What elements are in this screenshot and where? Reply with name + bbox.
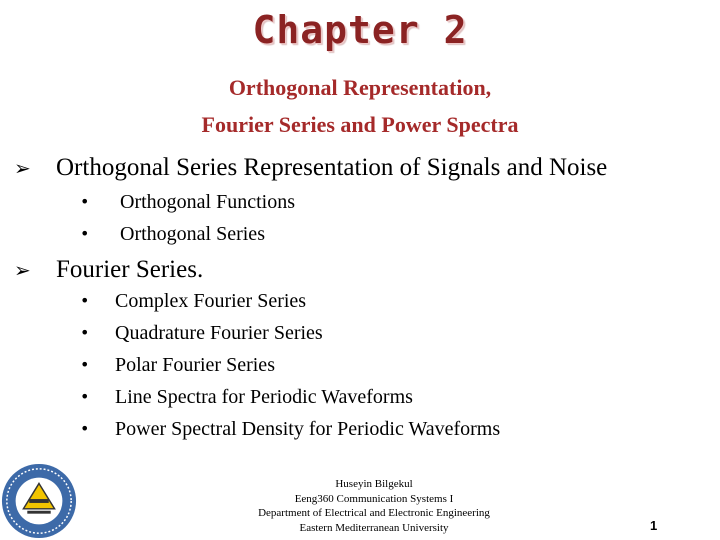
slide-subtitle-line-1: Orthogonal Representation, bbox=[228, 75, 492, 100]
footer-department: Department of Electrical and Electronic Engineering bbox=[258, 507, 490, 519]
list-item bbox=[80, 317, 500, 349]
footer-author: Huseyin Bilgekul bbox=[335, 478, 413, 490]
section-1-list bbox=[80, 186, 295, 250]
list-item-text: Complex Fourier Series bbox=[115, 290, 307, 312]
list-item bbox=[80, 381, 500, 413]
section-1-heading-text: Orthogonal Series Representation of Signals and Noise bbox=[56, 154, 608, 181]
arrow-bullet-icon: ➢ bbox=[14, 156, 31, 180]
list-item-text: Orthogonal Functions bbox=[120, 191, 295, 213]
section-2-heading-text: Fourier Series. bbox=[56, 256, 204, 283]
list-item-text: Power Spectral Density for Periodic Waveforms bbox=[115, 418, 501, 440]
list-item bbox=[80, 285, 500, 317]
university-logo-icon bbox=[0, 462, 78, 540]
arrow-bullet-icon: ➢ bbox=[14, 258, 31, 282]
dot-bullet-icon: • bbox=[80, 192, 90, 211]
footer-university: Eastern Mediterranean University bbox=[299, 521, 449, 534]
dot-bullet-icon: • bbox=[80, 291, 90, 310]
dot-bullet-icon: • bbox=[80, 355, 90, 374]
slide-subtitle-line-2: Fourier Series and Power Spectra bbox=[201, 112, 519, 137]
dot-bullet-icon: • bbox=[80, 323, 90, 342]
list-item-text: Orthogonal Series bbox=[120, 223, 265, 245]
section-1-heading bbox=[14, 153, 607, 183]
dot-bullet-icon: • bbox=[80, 387, 90, 406]
list-item bbox=[80, 349, 500, 381]
list-item-text: Quadrature Fourier Series bbox=[115, 322, 323, 344]
list-item bbox=[80, 218, 295, 250]
section-2-heading bbox=[14, 255, 203, 285]
dot-bullet-icon: • bbox=[80, 419, 90, 438]
dot-bullet-icon: • bbox=[80, 224, 90, 243]
slide-footer bbox=[240, 477, 508, 535]
section-2-list bbox=[80, 285, 500, 445]
list-item-text: Polar Fourier Series bbox=[115, 354, 275, 376]
slide-title: Chapter 2 bbox=[252, 8, 468, 52]
page-number: 1 bbox=[650, 518, 658, 533]
list-item-text: Line Spectra for Periodic Waveforms bbox=[115, 386, 413, 408]
list-item bbox=[80, 413, 500, 445]
list-item bbox=[80, 186, 295, 218]
footer-course: Eeng360 Communication Systems I bbox=[294, 492, 454, 505]
